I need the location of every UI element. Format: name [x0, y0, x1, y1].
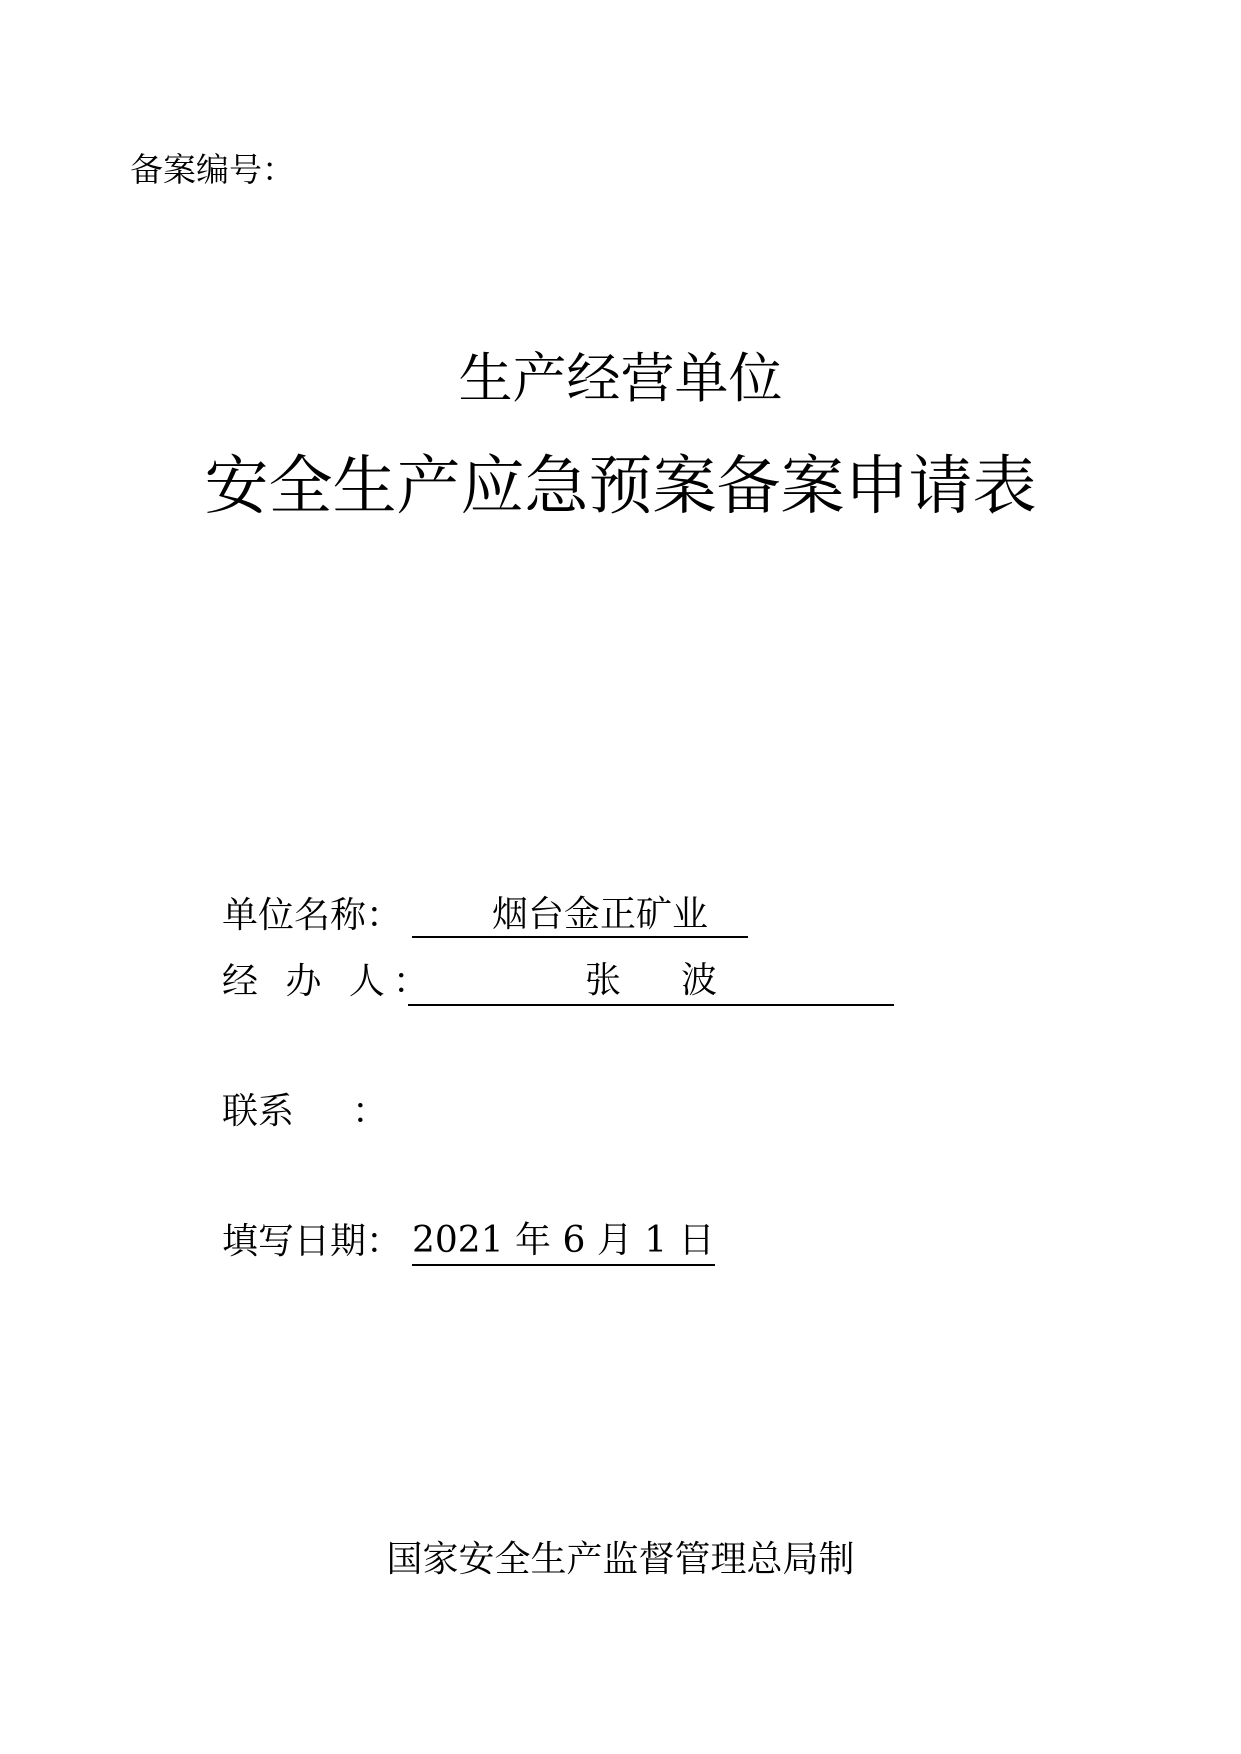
handler-surname: 张	[584, 960, 621, 1001]
unit-name-value: 烟台金正矿业	[412, 892, 748, 938]
handler-label: 经 办 人：	[222, 961, 437, 1002]
unit-name-label: 单位名称：	[222, 895, 403, 936]
handler-value	[408, 958, 894, 1006]
record-number-label: 备案编号：	[130, 150, 295, 189]
fill-date-label: 填写日期：	[222, 1221, 403, 1262]
contact-label-text: 联系	[222, 1091, 295, 1132]
handler-given-name: 波	[681, 960, 718, 1001]
fill-date-value: 2021 年 6 月 1 日	[412, 1218, 715, 1266]
title-line-2: 安全生产应急预案备案申请表	[204, 450, 1037, 524]
issuer-footer: 国家安全生产监督管理总局制	[386, 1539, 855, 1580]
contact-label	[222, 1088, 388, 1136]
contact-colon: ：	[352, 1091, 389, 1132]
title-line-1: 生产经营单位	[458, 347, 783, 410]
